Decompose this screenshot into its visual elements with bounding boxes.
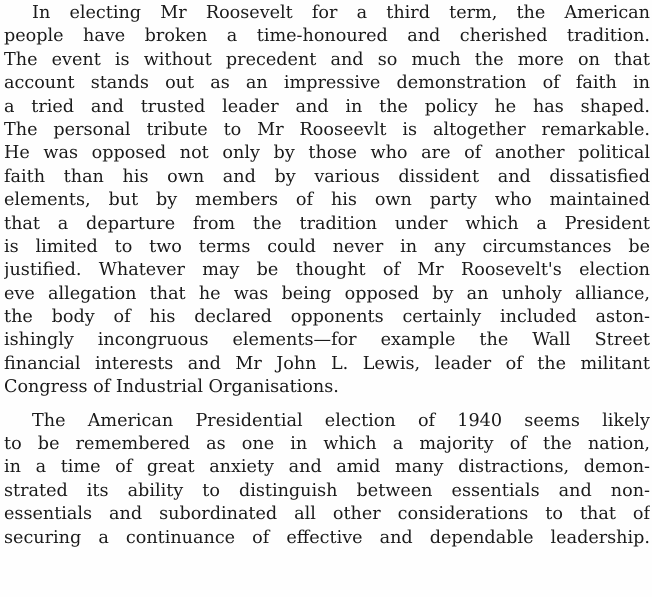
text-line: strated its ability to distinguish between essentials and non- [4,480,650,501]
text-line: a tried and trusted leader and in the policy he has shaped. [4,96,650,117]
text-line: securing a continuance of effective and dependable leadership. [4,527,650,548]
paragraph-2 [4,410,650,550]
text-line: justified. Whatever may be thought of Mr Roosevelt's election [4,260,650,281]
text-line: In electing Mr Roosevelt for a third term, the American [32,3,650,23]
text-line: financial interests and Mr John L. Lewis, leader of the militant [4,353,650,374]
text-line: in a time of great anxiety and amid many distractions, demon- [4,457,650,478]
text-line: He was opposed not only by those who are of another political [4,143,650,164]
text-line: Congress of Industrial Organisations. [4,377,339,398]
text-line: faith than his own and by various dissident and dissatisfied [4,166,650,187]
text-line: ishingly incongruous elements—for example the Wall Street [4,330,650,351]
article-column [4,2,650,550]
text-line: eve allegation that he was being opposed by an unholy alliance, [4,283,650,304]
paragraph-1 [4,2,650,400]
text-line: account stands out as an impressive demonstration of faith in [4,73,650,94]
paragraph-spacer [4,400,650,410]
text-line: that a departure from the tradition under which a President [4,213,650,234]
text-line: to be remembered as one in which a majority of the nation, [4,434,650,455]
text-line: the body of his declared opponents certainly included aston- [4,307,650,328]
text-line: The event is without precedent and so much the more on that [4,49,650,70]
text-line: is limited to two terms could never in any circumstances be [4,236,650,257]
text-line: The personal tribute to Mr Rooseevlt is altogether remarkable. [4,119,650,140]
text-line: elements, but by members of his own party who maintained [4,190,650,211]
text-line: people have broken a time-honoured and cherished tradition. [4,26,650,47]
text-line: essentials and subordinated all other considerations to that of [4,504,650,525]
text-line: The American Presidential election of 1940 seems likely [32,410,650,431]
